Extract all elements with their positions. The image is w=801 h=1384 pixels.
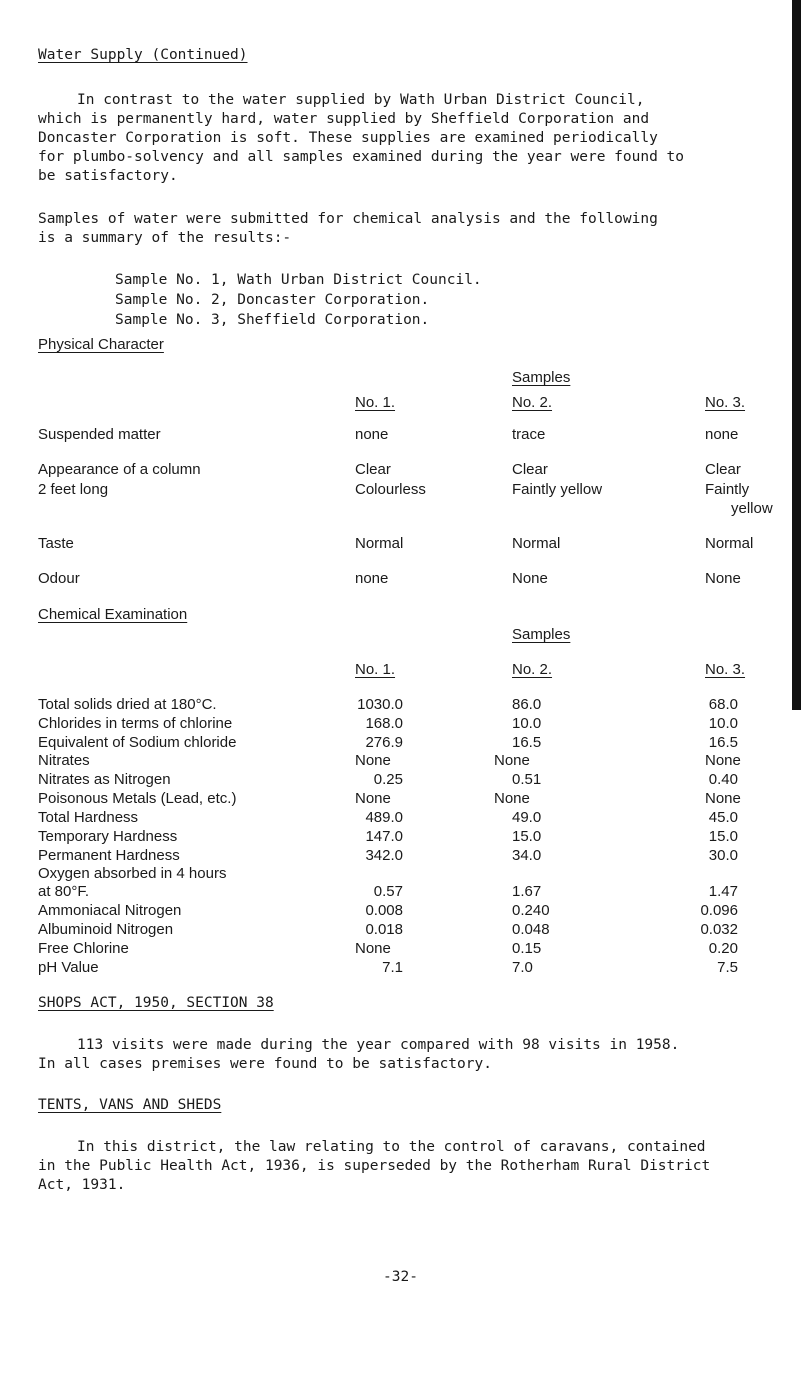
row-label: 2 feet long bbox=[38, 481, 109, 498]
cell-3: 10.0 bbox=[708, 715, 738, 732]
cell-3: 0.096 bbox=[700, 902, 738, 919]
cell-2: None bbox=[494, 790, 530, 807]
cell-1: 489.0 bbox=[365, 809, 403, 826]
cell-2: 86.0 bbox=[512, 696, 542, 713]
cell-2: 15.0 bbox=[512, 828, 542, 845]
cell-3: 30.0 bbox=[708, 847, 738, 864]
row-label: Oxygen absorbed in 4 hours bbox=[38, 865, 227, 882]
table-row bbox=[0, 921, 801, 939]
row-label: Total Hardness bbox=[38, 809, 139, 826]
cell-2: 34.0 bbox=[512, 847, 542, 864]
row-label: Ammoniacal Nitrogen bbox=[38, 902, 182, 919]
chemical-heading: Chemical Examination bbox=[38, 606, 188, 623]
table-row bbox=[0, 461, 801, 479]
cell-3: 45.0 bbox=[708, 809, 738, 826]
cell-1: None bbox=[355, 790, 391, 807]
chemical-col-1: No. 1. bbox=[355, 661, 396, 678]
row-label: Total solids dried at 180°C. bbox=[38, 696, 217, 713]
cell-1: 0.57 bbox=[373, 883, 403, 900]
cell-2: Clear bbox=[512, 461, 548, 478]
cell-1: Normal bbox=[355, 535, 404, 552]
cell-2: trace bbox=[512, 426, 546, 443]
cell-2: 0.048 bbox=[512, 921, 550, 938]
cell-3: 0.032 bbox=[700, 921, 738, 938]
row-label: Albuminoid Nitrogen bbox=[38, 921, 174, 938]
cell-1: Clear bbox=[355, 461, 391, 478]
text-line: Samples of water were submitted for chemical analysis and the following bbox=[38, 211, 658, 227]
tents-heading: TENTS, VANS AND SHEDS bbox=[38, 1097, 222, 1113]
cell-3: none bbox=[705, 426, 739, 443]
table-row bbox=[0, 828, 801, 846]
table-row bbox=[0, 696, 801, 714]
scan-edge bbox=[792, 0, 801, 710]
cell-3: Faintly bbox=[705, 481, 750, 498]
cell-3: 16.5 bbox=[708, 734, 738, 751]
cell-1: 0.25 bbox=[373, 771, 403, 788]
row-label: Taste bbox=[38, 535, 74, 552]
cell-3: 7.5 bbox=[717, 959, 738, 976]
table-row bbox=[0, 426, 801, 444]
page-number: -32- bbox=[383, 1269, 418, 1285]
cell-2: Normal bbox=[512, 535, 561, 552]
table-row bbox=[0, 940, 801, 958]
row-label: Odour bbox=[38, 570, 80, 587]
cell-1: 7.1 bbox=[382, 959, 403, 976]
cell-1: 168.0 bbox=[365, 715, 403, 732]
list-item: Sample No. 1, Wath Urban District Council. bbox=[115, 272, 482, 288]
table-row bbox=[0, 865, 801, 883]
row-label: Chlorides in terms of chlorine bbox=[38, 715, 233, 732]
cell-1: 1030.0 bbox=[357, 696, 403, 713]
text-line: for plumbo-solvency and all samples examined during the year were found to bbox=[38, 149, 685, 165]
cell-3: None bbox=[705, 570, 741, 587]
row-label: Appearance of a column bbox=[38, 461, 201, 478]
chemical-col-3: No. 3. bbox=[705, 661, 746, 678]
text-line: Act, 1931. bbox=[38, 1177, 126, 1193]
text-line: 113 visits were made during the year compared with 98 visits in 1958. bbox=[77, 1037, 680, 1053]
shops-heading: SHOPS ACT, 1950, SECTION 38 bbox=[38, 995, 274, 1011]
row-label: pH Value bbox=[38, 959, 99, 976]
row-label: Equivalent of Sodium chloride bbox=[38, 734, 237, 751]
cell-2: None bbox=[494, 752, 530, 769]
table-row bbox=[0, 771, 801, 789]
cell-3: Clear bbox=[705, 461, 741, 478]
table-row bbox=[0, 481, 801, 499]
cell-2: 10.0 bbox=[512, 715, 542, 732]
cell-1: None bbox=[355, 940, 391, 957]
text-line: is a summary of the results:- bbox=[38, 230, 292, 246]
text-line: In this district, the law relating to the control of caravans, contained bbox=[77, 1139, 706, 1155]
cell-3: 0.40 bbox=[708, 771, 738, 788]
cell-2: Faintly yellow bbox=[512, 481, 603, 498]
table-row bbox=[0, 902, 801, 920]
cell-2: 49.0 bbox=[512, 809, 542, 826]
table-row bbox=[0, 570, 801, 588]
row-label: Poisonous Metals (Lead, etc.) bbox=[38, 790, 237, 807]
table-row bbox=[0, 959, 801, 977]
cell-2: 16.5 bbox=[512, 734, 542, 751]
list-item: Sample No. 3, Sheffield Corporation. bbox=[115, 312, 430, 328]
table-row bbox=[0, 752, 801, 770]
table-row bbox=[0, 790, 801, 808]
cell-1: 276.9 bbox=[365, 734, 403, 751]
row-label: at 80°F. bbox=[38, 883, 90, 900]
cell-2: 0.51 bbox=[512, 771, 542, 788]
page-header: Water Supply (Continued) bbox=[38, 47, 248, 63]
cell-1: 0.008 bbox=[365, 902, 403, 919]
physical-col-1: No. 1. bbox=[355, 394, 396, 411]
cell-1: 0.018 bbox=[365, 921, 403, 938]
cell-3: None bbox=[705, 790, 741, 807]
text-line: Doncaster Corporation is soft. These supplies are examined periodically bbox=[38, 130, 658, 146]
cell-1: 342.0 bbox=[365, 847, 403, 864]
cell-3: yellow bbox=[731, 500, 773, 517]
row-label: Nitrates bbox=[38, 752, 90, 769]
cell-2: 0.15 bbox=[512, 940, 542, 957]
physical-col-3: No. 3. bbox=[705, 394, 746, 411]
cell-3: None bbox=[705, 752, 741, 769]
cell-3: 0.20 bbox=[708, 940, 738, 957]
text-line: which is permanently hard, water supplied by Sheffield Corporation and bbox=[38, 111, 650, 127]
row-label: Permanent Hardness bbox=[38, 847, 180, 864]
table-row bbox=[0, 715, 801, 733]
cell-1: None bbox=[355, 752, 391, 769]
chemical-col-2: No. 2. bbox=[512, 661, 553, 678]
text-line: in the Public Health Act, 1936, is superseded by the Rotherham Rural District bbox=[38, 1158, 711, 1174]
text-line: In contrast to the water supplied by Wath Urban District Council, bbox=[77, 92, 645, 108]
cell-3: Normal bbox=[705, 535, 754, 552]
cell-3: 68.0 bbox=[708, 696, 738, 713]
cell-2: 1.67 bbox=[512, 883, 542, 900]
cell-1: none bbox=[355, 426, 389, 443]
row-label: Suspended matter bbox=[38, 426, 161, 443]
cell-2: 0.240 bbox=[512, 902, 550, 919]
cell-2: 7.0 bbox=[512, 959, 533, 976]
row-label: Free Chlorine bbox=[38, 940, 129, 957]
physical-samples-label: Samples bbox=[512, 369, 571, 386]
text-line: be satisfactory. bbox=[38, 168, 178, 184]
table-row bbox=[0, 500, 801, 518]
text-line: In all cases premises were found to be satisfactory. bbox=[38, 1056, 492, 1072]
cell-1: Colourless bbox=[355, 481, 426, 498]
cell-2: None bbox=[512, 570, 548, 587]
table-row bbox=[0, 734, 801, 752]
cell-3: 15.0 bbox=[708, 828, 738, 845]
table-row bbox=[0, 809, 801, 827]
cell-1: 147.0 bbox=[365, 828, 403, 845]
physical-heading: Physical Character bbox=[38, 336, 164, 353]
chemical-samples-label: Samples bbox=[512, 626, 571, 643]
table-row bbox=[0, 847, 801, 865]
physical-col-2: No. 2. bbox=[512, 394, 553, 411]
table-row bbox=[0, 883, 801, 901]
cell-3: 1.47 bbox=[708, 883, 738, 900]
list-item: Sample No. 2, Doncaster Corporation. bbox=[115, 292, 430, 308]
cell-1: none bbox=[355, 570, 389, 587]
row-label: Nitrates as Nitrogen bbox=[38, 771, 171, 788]
table-row bbox=[0, 535, 801, 553]
row-label: Temporary Hardness bbox=[38, 828, 178, 845]
